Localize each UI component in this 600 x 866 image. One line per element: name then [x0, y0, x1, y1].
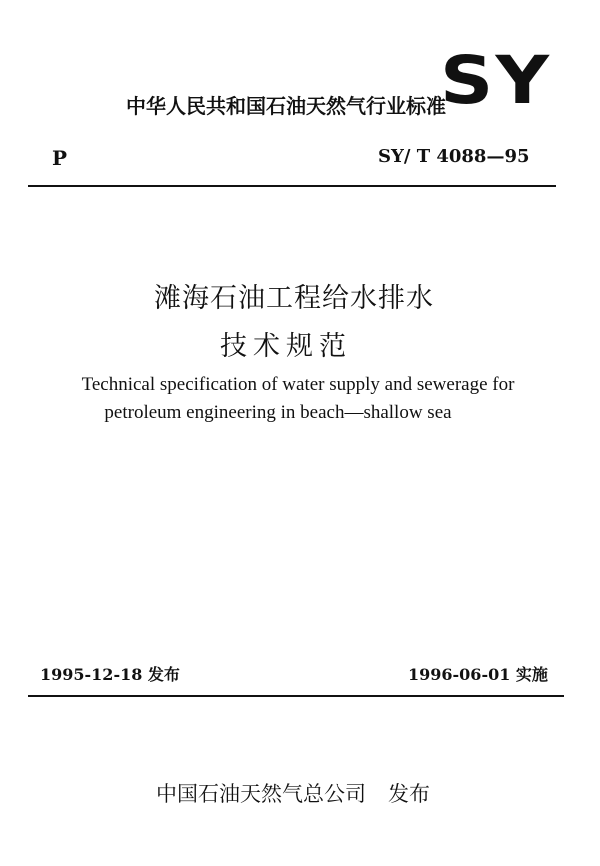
publisher-name: 中国石油天然气总公司 [156, 782, 366, 806]
publisher-action: 发布 [388, 782, 430, 806]
standard-number: SY/ T 4088—95 [378, 146, 530, 167]
title-zh-line2: 技术规范 [220, 331, 352, 362]
title-en-line2: petroleum engineering in beach—shallow sea [104, 402, 452, 423]
issuer-header: 中华人民共和国石油天然气行业标准 [126, 94, 446, 118]
top-divider [28, 185, 556, 187]
issue-date: 1995-12-18 发布 [40, 665, 180, 684]
category-code: P [52, 146, 68, 170]
bottom-divider [28, 695, 564, 697]
effective-date: 1996-06-01 实施 [408, 665, 548, 684]
sy-logo: SY [440, 42, 552, 119]
title-zh-line1: 滩海石油工程给水排水 [154, 283, 434, 314]
publisher-line [156, 778, 430, 808]
title-en-line1: Technical specification of water supply and sewerage for [81, 374, 515, 395]
